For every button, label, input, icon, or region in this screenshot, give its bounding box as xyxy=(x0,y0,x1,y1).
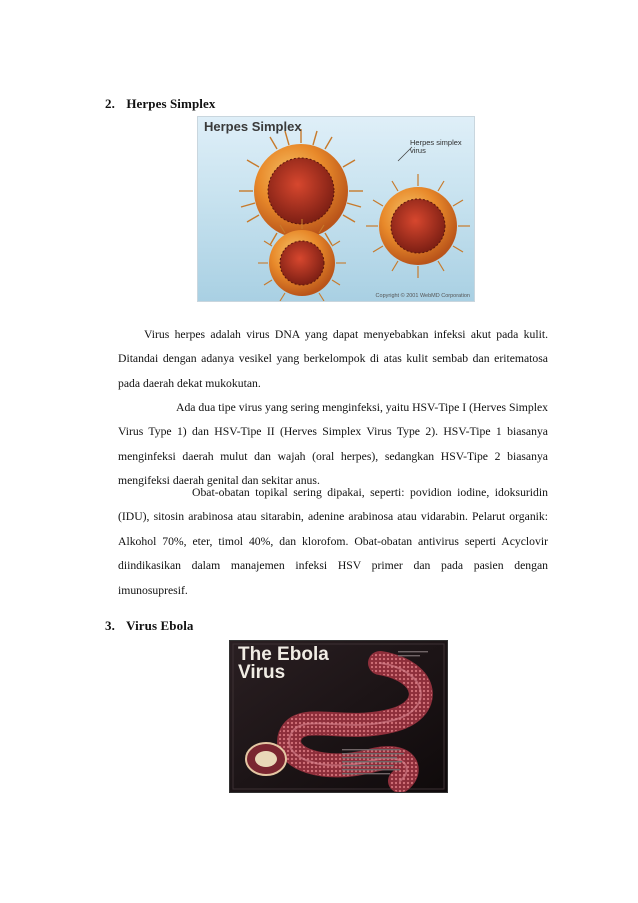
poster-title xyxy=(238,646,358,682)
poster-title-line-1: The Ebola xyxy=(238,644,329,665)
figure-title: Herpes Simplex xyxy=(204,119,302,134)
section-title: Virus Ebola xyxy=(126,618,194,633)
section-heading-ebola xyxy=(105,618,194,634)
paragraph-herpes-types: Ada dua tipe virus yang sering menginfeksi, yaitu HSV-Tipe I (Herves Simplex Virus Type 1) dan HSV-Tipe II (Herves Simplex Virus Type 2). HSV-Tipe 1 biasanya menginfeksi daerah mulut dan wajah (oral herpes), sedangkan HSV-Tipe 2 biasanya mengifeksi daerah genital dan sekitar anus. xyxy=(118,401,548,488)
figure-callout-label xyxy=(410,139,472,155)
figure-copyright: Copyright © 2001 WebMD Corporation xyxy=(375,293,470,299)
callout-line-1: Herpes simplex xyxy=(410,138,462,147)
virion-bottom xyxy=(258,219,346,301)
callout-line-2: virus xyxy=(410,146,426,155)
virion-right xyxy=(366,174,470,278)
section-number: 3. xyxy=(105,618,115,633)
paragraph-herpes-definition: Virus herpes adalah virus DNA yang dapat menyebabkan infeksi akut pada kulit. Ditandai dengan adanya vesikel yang berkelompok di atas kulit sembab dan eritematosa pada daerah dekat mukokutan. xyxy=(118,328,548,390)
section-heading-herpes xyxy=(105,96,215,112)
herpes-simplex-illustration xyxy=(197,116,475,302)
ebola-virus-poster xyxy=(229,640,448,793)
section-title: Herpes Simplex xyxy=(126,96,216,111)
poster-title-line-2: Virus xyxy=(238,662,286,683)
paragraph-herpes-treatment: Obat-obatan topikal sering dipakai, seperti: povidion iodine, idoksuridin (IDU), sitosin arabinosa atau sitarabin, adenine arabinosa atau vidarabin. Pelarut organik: Alkohol 70%, eter, timol 40%, dan klorofom. Obat-obatan antivirus seperti Acyclovir diindikasikan dalam manajemen infeksi HSV primer dan pada pasien dengan imunosupresif. xyxy=(118,486,548,597)
section-number: 2. xyxy=(105,96,115,111)
